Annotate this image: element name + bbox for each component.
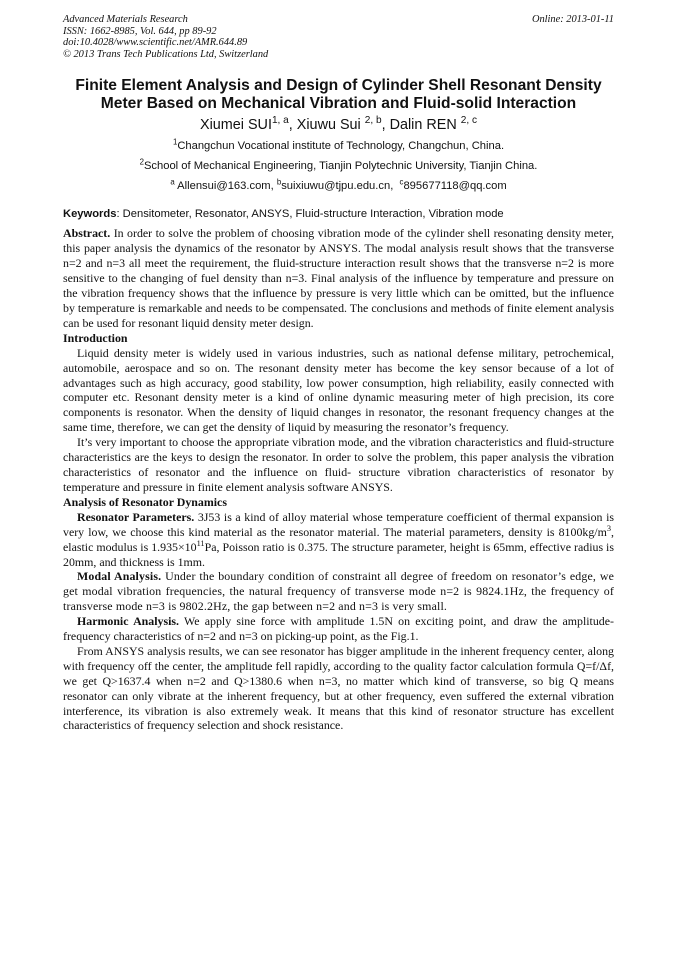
ansys-results-paragraph: From ANSYS analysis results, we can see resonator has bigger amplitude in the inherent frequency center, along with frequency off the center, the amplitude fell rapidly, according to the quality factor calculation formula Q=f/Δf, we get Q>1637.4 when n=2 and Q>1380.6 when n=3, no matter which kind of transverse, so big Q means resonator can only vibrate at the inherent frequency, but at other frequency, even suffered the external vibration interference, its vibration is also extremely weak. It means that this kind of resonator structure has excellent characteristics of frequency selection and shock resistance. [63,643,614,733]
author-list: Xiumei SUI$^{1, a}$, Xiuwu Sui $^{2, b}$, Dalin REN $^{2, c}$ [199,115,478,134]
email-link[interactable]: 895677118@qq.com [403,180,507,193]
modal-analysis-paragraph [63,569,614,614]
affiliation-text: School of Mechanical Engineering, Tianjin Polytechnic University, Tianjin China. [143,160,538,173]
harmonic-text: We apply sine force with amplitude 1.5N on exciting point, and draw the amplitude-frequency characteristics of n=2 and n=3 on picking-up point, as the Fig.1. [63,614,614,644]
params-text-a: 3J53 is a kind of alloy material whose temperature coefficient of thermal expansion is very low, we choose this kind material as the resonator material. The material parameters, density is 8100kg/m [63,509,615,539]
paper-page [63,14,614,733]
affiliation-sup: 2 [139,157,144,167]
affiliation-sup: 1 [172,137,178,147]
title-line-2: Meter Based on Mechanical Vibration and Fluid-solid Interaction [100,95,577,113]
author-sup: 1, a [271,115,289,127]
params-text-c: Pa, Poisson ratio is 0.375. The structure parameter, height is 65mm, effective radius is 20mm, and thickness is 1mm. [63,539,614,569]
intro-paragraph-1: Liquid density meter is widely used in various industries, such as national defense military, petrochemical, automobile, aerospace and so on. The resonant density meter has become the key sensor because of a lot of advantages such as high accuracy, good stability, low power consumption, high reliability, easily connected with computer etc. Resonant density meter is a kind of online dynamic measuring meter of high precision, its core components is resonator. When the density of liquid changes in resonator, the resonant frequency changes at the same time, therefore, we can get the density of liquid by measuring the resonator’s frequency. [63,345,614,435]
copyright: © 2013 Trans Tech Publications Ltd, Switzerland [63,48,269,60]
affiliation-2 [63,159,614,173]
params-sup-2: 11 [196,538,205,548]
email-link[interactable]: suixiuwu@tjpu.edu.cn, [281,180,394,193]
harmonic-analysis-paragraph [63,614,614,644]
modal-text: Under the boundary condition of constraint all degree of freedom on resonator’s edge, we get modal vibration frequencies, the natural frequency of transverse mode n=2 is 9824.1Hz, the frequency of transverse mode n=3 is 9802.2Hz, the gap between n=2 and n=3 is very small. [63,569,614,614]
title-line-1: Finite Element Analysis and Design of Cylinder Shell Resonant Density [75,77,602,95]
email-link[interactable]: Allensui@163.com, [177,180,274,193]
author-sup: 2, b [364,115,382,127]
abstract-label: Abstract. [63,226,111,241]
analysis-heading: Analysis of Resonator Dynamics [63,494,227,509]
author-name: Xiuwu Sui [296,117,361,134]
affiliation-text: Changchun Vocational institute of Technology, Changchun, China. [177,140,505,153]
harmonic-label: Harmonic Analysis. [77,614,179,629]
email-sup: a [170,177,175,187]
introduction-heading: Introduction [63,330,128,345]
keywords-text: : Densitometer, Resonator, ANSYS, Fluid-structure Interaction, Vibration mode [116,208,504,221]
abstract-text: In order to solve the problem of choosing vibration mode of the cylinder shell resonating density meter, this paper analysis the dynamics of the resonator by ANSYS. The modal analysis result shows that the transverse n=2 and n=3 all meet the requirement, the fluid-structure interaction result shows that the transverse n=2 is more sensitive to the changing of fuel density than n=3. Final analysis of the influence by temperature and pressure on the vibration frequency shows that the influence by pressure is very little which can be omitted, but the influence by temperature is remarkable and needs to be compensated. The conclusions and methods of finite element analysis can be used for resonant liquid density meter design. [63,226,614,330]
doi: doi:10.4028/www.scientific.net/AMR.644.89 [63,37,248,49]
params-label: Resonator Parameters. [77,509,195,524]
affiliation-1 [63,139,614,153]
issn: ISSN: 1662-8985, Vol. 644, pp 89-92 [63,25,217,37]
email-line [63,179,614,193]
journal-header [63,14,614,60]
author-name: Xiumei SUI [199,117,272,134]
modal-label: Modal Analysis. [77,569,162,584]
author-sup: 2, c [460,115,478,127]
keywords [63,207,614,221]
paper-title [63,77,614,113]
email-sup: b [276,177,282,187]
journal-name: Advanced Materials Research [63,14,188,25]
params-sup-1: 3 [606,523,612,533]
resonator-parameters-paragraph [63,510,614,570]
abstract [63,226,614,330]
email-sup: c [399,177,404,187]
keywords-label: Keywords [63,208,117,221]
params-text-b: , elastic modulus is 1.935×10 [63,524,614,554]
intro-paragraph-2: It’s very important to choose the appropriate vibration mode, and the vibration characteristics and fluid-structure characteristics are the keys to design the resonator. In order to solve the problem, this paper analysis the vibration characteristics of resonator and the influence on fluid- structure vibration characteristics of resonator by temperature and pressure in finite element analysis software ANSYS. [63,435,614,494]
online-date: Online: 2013-01-11 [531,14,614,25]
author-name: Dalin REN [389,117,457,134]
